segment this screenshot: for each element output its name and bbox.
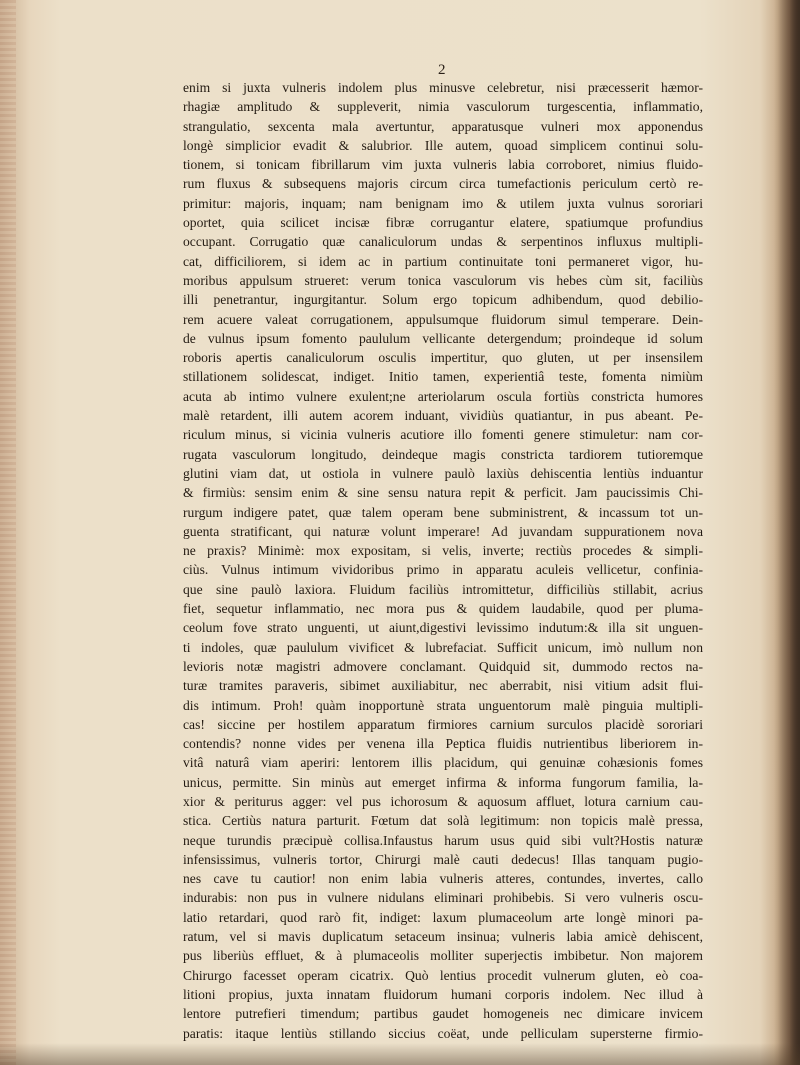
text-line: fiet, sequetur inflammatio, nec mora pus & quidem laudabile, quod per pluma- <box>183 601 703 617</box>
text-line: strangulatio, sexcenta mala avertuntur, apparatusque vulneri mox apponendus <box>183 118 703 134</box>
text-line: cas! siccine per hostilem apparatum firmiores carnium surculos placidè sororiari <box>183 716 703 732</box>
text-line: ne praxis? Minimè: mox expositam, si velis, inverte; rectiùs procedes & simpli- <box>183 543 703 559</box>
text-line: neque turundis præcipuè collisa.Infaustus harum usus quid sibi vult?Hostis naturæ <box>183 832 703 848</box>
page-number: 2 <box>438 62 447 78</box>
text-line: guenta stratificant, qui naturæ volunt imperare! Ad juvandam suppurationem nova <box>183 523 703 539</box>
text-line: pus liberiùs effluet, & à plumaceolis molliter superjectis imbibetur. Non majorem <box>183 948 703 964</box>
text-line: stillationem solidescat, indiget. Initio tamen, experientiâ teste, fomenta nimiùm <box>183 369 703 385</box>
text-line: de vulnus ipsum fomento paululum vellicante detergendum; proindeque id solum <box>183 330 703 346</box>
page-bottom-shadow <box>0 1043 800 1065</box>
text-line: nes cave tu cautior! non enim labia vulneris atteres, contundes, invertes, callo <box>183 871 703 887</box>
text-line: Chirurgo facesset operam cicatrix. Quò lentius procedit vulnerum gluten, eò coa- <box>183 967 703 983</box>
text-line: levioris notæ magistri admovere conclamant. Quidquid sit, dummodo rectos na- <box>183 658 703 674</box>
text-line: occupant. Corrugatio quæ canaliculorum undas & serpentinos influxus multipli- <box>183 234 703 250</box>
text-line: indurabis: non pus in vulnere nidulans eliminari prohibebis. Si vero vulneris oscu- <box>183 890 703 906</box>
text-line: roboris apertis canaliculorum osculis impertitur, quo gluten, ut per insensilem <box>183 350 703 366</box>
text-line: lentore putrefieri timendum; partibus gaudet homogeneis nec dimicare invicem <box>183 1006 703 1022</box>
text-line: xior & periturus agger: vel pus ichorosum & aquosum affluet, lotura carnium cau- <box>183 793 703 809</box>
text-line: turæ tramites paraveris, sibimet auxiliabitur, nec aberrabit, nisi vitium adsit flui- <box>183 678 703 694</box>
text-line: stica. Certiùs natura parturit. Fœtum dat solà legitimum: non topicis malè pressa, <box>183 813 703 829</box>
text-line: ciùs. Vulnus intimum vividoribus primo in apparatu aculeis vellicetur, confinia- <box>183 562 703 578</box>
text-line: cat, difficiliorem, si idem ac in partium continuitate toni permaneret vigor, hu- <box>183 253 703 269</box>
text-line: latio retardari, quod rarò fit, indiget: laxum plumaceolum arte longè minori pa- <box>183 909 703 925</box>
text-line: rugata vasculorum longitudo, deindeque magis constricta tardiorem tutioremque <box>183 446 703 462</box>
body-text <box>183 78 703 1043</box>
text-line: longè simplicior evadit & salubrior. Ille autem, quoad simplicem continui solu- <box>183 137 703 153</box>
text-line: malè retardent, illi autem acorem induant, vividiùs quatiantur, in pus abeant. Pe- <box>183 408 703 424</box>
text-line: tionem, si tonicam fibrillarum vim juxta vulneris labia corroboret, nimius fluido- <box>183 157 703 173</box>
text-line: oportet, quia scilicet incisæ fibræ corrugantur elatere, spatiumque profundius <box>183 215 703 231</box>
text-line: acuta ab intimo vulnere exulent;ne arteriolarum oscula fortiùs constricta humores <box>183 388 703 404</box>
text-line: ti indoles, quæ paululum vivificet & lubrefaciat. Sufficit unicum, imò nullum non <box>183 639 703 655</box>
text-line: primitur: majoris, inquam; nam benignam imo & utilem juxta vulnus sororiari <box>183 195 703 211</box>
text-line: litioni propius, juxta innatam fluidorum humani corporis indolem. Nec illud à <box>183 986 703 1002</box>
text-line: rum fluxus & subsequens majoris circum circa tumefactionis periculum certò re- <box>183 176 703 192</box>
text-line: unicus, permitte. Sin minùs aut emerget infirma & informa fungorum familia, la- <box>183 774 703 790</box>
text-line: infensissimus, vulneris tortor, Chirurgi malè cauti dedecus! Illas tanquam pugio- <box>183 851 703 867</box>
text-line: illi penetrantur, ingurgitantur. Solum ergo topicum adhibendum, quod debilio- <box>183 292 703 308</box>
text-line: dis intimum. Proh! quàm inopportunè strata unguentorum malè pinguia multipli- <box>183 697 703 713</box>
text-line: glutini viam dat, ut ostiola in vulnere paulò laxiùs dehiscentia lentiùs induantur <box>183 465 703 481</box>
text-line: ceolum fove strato unguenti, ut aiunt,digestivi levissimo indutum:& illa sit unguen- <box>183 620 703 636</box>
text-line: moribus appulsum strueret: verum tonica vasculorum vis hebes cùm sit, faciliùs <box>183 272 703 288</box>
text-line: ratum, vel si mavis duplicatum setaceum insinua; vulneris labia amicè dehiscent, <box>183 929 703 945</box>
text-line: vitâ naturâ viam aperiri: lentorem illis placidum, qui genuinæ cohæsionis fomes <box>183 755 703 771</box>
text-line: & firmiùs: sensim enim & sine sensu natura repit & perficit. Jam paucissimis Chi- <box>183 485 703 501</box>
text-line: riculum minus, si vicinia vulneris acutiore illo fomenti genere stimuletur: nam cor- <box>183 427 703 443</box>
page-right-edge-shadow <box>774 0 800 1065</box>
text-line: enim si juxta vulneris indolem plus minusve celebretur, nisi præcesserit hæmor- <box>183 80 703 95</box>
text-line: paratis: itaque lentiùs stillando siccius coëat, unde pelliculam superstеrne firmio- <box>183 1025 703 1041</box>
text-line: rhagiæ amplitudo & suppleverit, nimia vasculorum turgescentia, inflammatio, <box>183 99 703 115</box>
text-line: contendis? nonne vides per venena illa Peptica fluidis nutrientibus liberiorem in- <box>183 736 703 752</box>
text-line: rurgum indigere patet, quæ talem operam bene subministrent, & incassum tot un- <box>183 504 703 520</box>
page-left-edge <box>0 0 16 1065</box>
text-line: rem acuere valeat corrugationem, appulsumque fluidorum simul temperare. Dein- <box>183 311 703 327</box>
text-line: que sine paulò laxiora. Fluidum faciliùs intromittetur, difficiliùs stillabit, acrius <box>183 581 703 597</box>
